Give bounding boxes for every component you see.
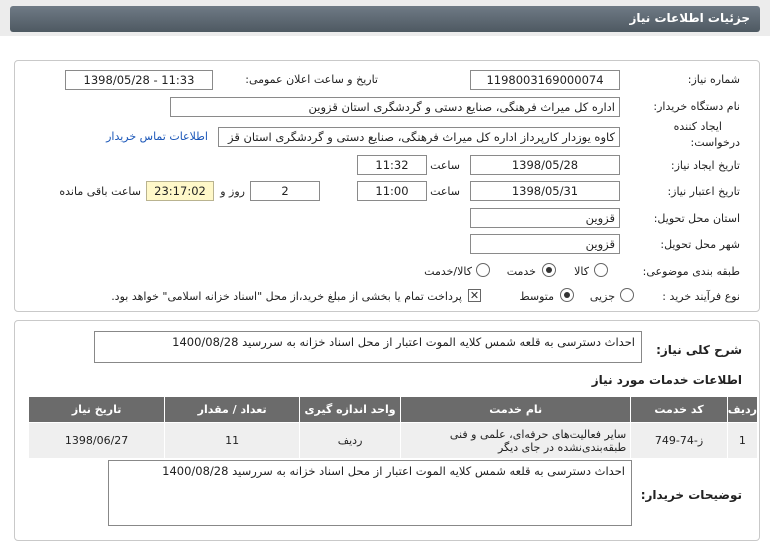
category-option-goods-service: کالا/خدمت	[424, 265, 472, 278]
payment-note: پرداخت تمام یا بخشی از مبلغ خرید،از محل "اسناد خزانه اسلامی" خواهد بود.	[111, 290, 462, 303]
treasury-payment-checkbox[interactable]: ✕	[469, 289, 480, 302]
city-field: قزوین	[470, 234, 620, 254]
process-option-medium: متوسط	[519, 290, 554, 303]
remaining-label: ساعت باقی مانده	[59, 185, 141, 198]
category-radio-service[interactable]	[542, 263, 556, 277]
valid-time-label: ساعت	[430, 185, 460, 198]
days-field: 2	[250, 181, 320, 201]
created-time-field: 11:32	[357, 155, 427, 175]
buyer-notes-label: توضیحات خریدار:	[640, 488, 742, 502]
category-option-goods: کالا	[574, 265, 589, 278]
page-title: جزئیات اطلاعات نیاز	[10, 6, 760, 32]
process-radio-minor[interactable]	[620, 288, 634, 302]
remaining-time-field: 23:17:02	[146, 181, 214, 201]
cell-service-code: ز-74-749	[631, 423, 728, 459]
buyer-org-field: اداره کل میراث فرهنگی، صنایع دستی و گردشگری استان قزوین	[170, 97, 620, 117]
table-row	[29, 423, 758, 459]
description-box: احداث دسترسی به قلعه شمس کلایه الموت اعتبار از محل اسناد خزانه به سررسید 1400/08/28	[94, 331, 642, 363]
cell-need-date: 1398/06/27	[29, 423, 165, 459]
cell-row: 1	[727, 423, 757, 459]
created-date-field: 1398/05/28	[470, 155, 620, 175]
category-radio-goods[interactable]	[594, 263, 608, 277]
col-quantity: تعداد / مقدار	[165, 397, 300, 423]
need-number-label: شماره نیاز:	[687, 73, 740, 86]
valid-date-field: 1398/05/31	[470, 181, 620, 201]
province-field: قزوین	[470, 208, 620, 228]
valid-time-field: 11:00	[357, 181, 427, 201]
province-label: استان محل تحویل:	[653, 212, 740, 225]
process-option-minor: جزیی	[589, 290, 615, 303]
description-label: شرح کلی نیاز:	[656, 343, 742, 357]
category-option-service: خدمت	[506, 265, 536, 278]
col-service-code: کد خدمت	[631, 397, 728, 423]
process-label: نوع فرآیند خرید :	[662, 290, 740, 303]
need-number-field: 1198003169000074	[470, 70, 620, 90]
col-service-name: نام خدمت	[401, 397, 631, 423]
cell-quantity: 11	[165, 423, 300, 459]
col-need-date: تاریخ نیاز	[29, 397, 165, 423]
announce-label: تاریخ و ساعت اعلان عمومی:	[245, 73, 378, 86]
requester-field: کاوه یوزدار کارپرداز اداره کل میراث فرهنگی، صنایع دستی و گردشگری استان قز	[218, 127, 620, 147]
announce-field: 1398/05/28 - 11:33	[65, 70, 213, 90]
created-date-label: تاریخ ایجاد نیاز:	[670, 159, 740, 172]
cell-service-name: سایر فعالیت‌های حرفه‌ای، علمی و فنی طبقه‌بندی‌نشده در جای دیگر	[401, 423, 631, 459]
col-unit: واحد اندازه گیری	[299, 397, 400, 423]
cell-unit: ردیف	[299, 423, 400, 459]
category-label: طبقه بندی موضوعی:	[642, 265, 740, 278]
requester-label-2: درخواست:	[690, 136, 740, 149]
services-table	[28, 396, 758, 459]
process-radio-medium[interactable]	[560, 288, 574, 302]
city-label: شهر محل تحویل:	[660, 238, 740, 251]
services-title: اطلاعات خدمات مورد نیاز	[591, 373, 742, 387]
contact-buyer-link[interactable]: اطلاعات تماس خریدار	[106, 130, 208, 143]
buyer-notes-box: احداث دسترسی به قلعه شمس کلایه الموت اعتبار از محل اسناد خزانه به سررسید 1400/08/28	[108, 460, 632, 526]
days-label: روز و	[220, 185, 245, 198]
buyer-org-label: نام دستگاه خریدار:	[653, 100, 740, 113]
col-row: ردیف	[727, 397, 757, 423]
valid-date-label: تاریخ اعتبار نیاز:	[667, 185, 740, 198]
requester-label-1: ایجاد کننده	[673, 120, 722, 133]
category-radio-goods-service[interactable]	[476, 263, 490, 277]
created-time-label: ساعت	[430, 159, 460, 172]
